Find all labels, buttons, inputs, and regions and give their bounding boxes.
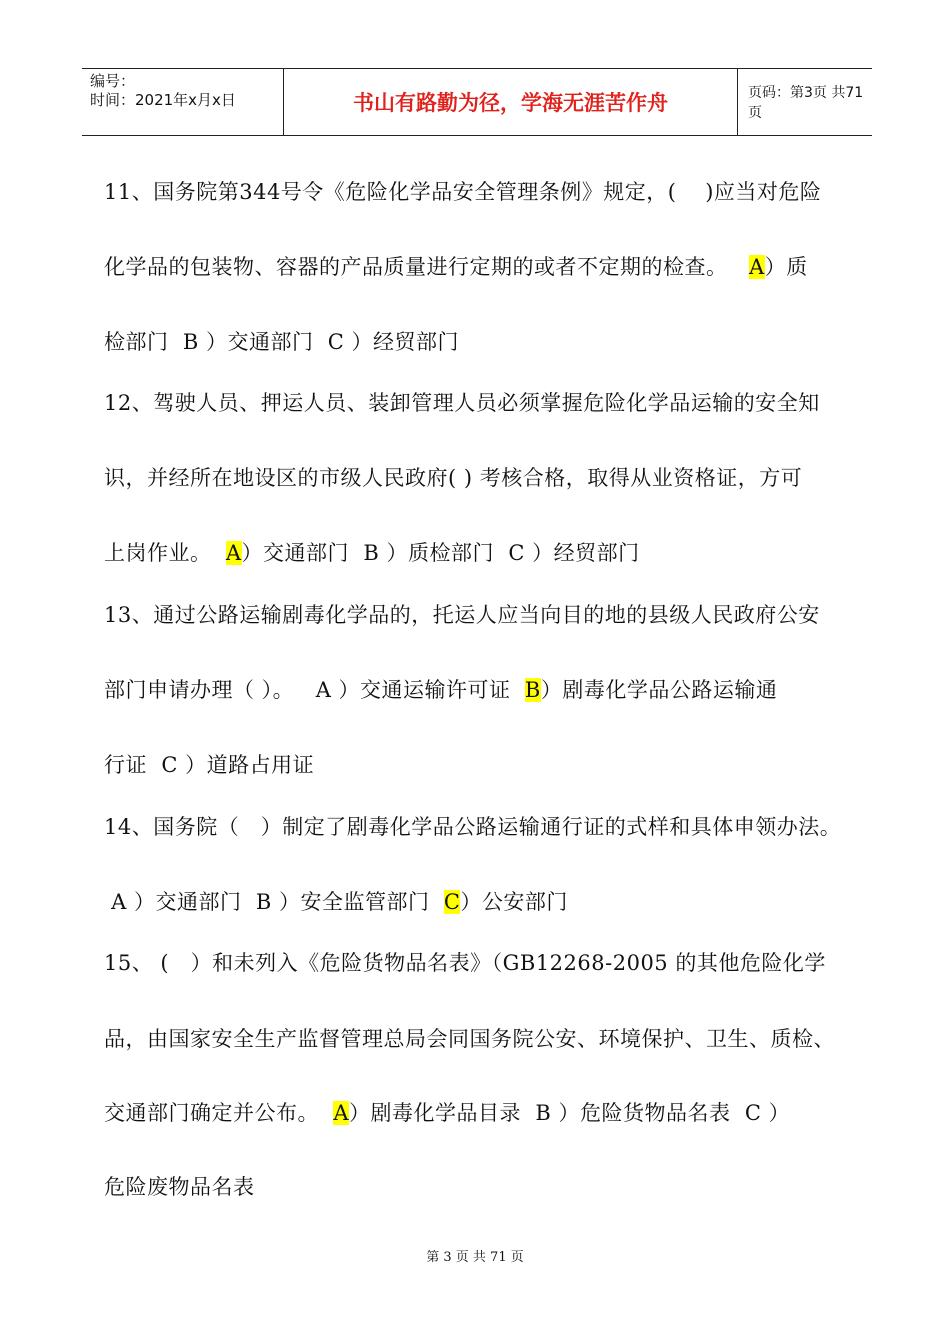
line-text: 检部门 B ）交通部门 C ）经贸部门 — [104, 330, 460, 354]
line-text: ）交通部门 B ）质检部门 C ）经贸部门 — [241, 541, 640, 565]
text-line — [104, 537, 640, 567]
text-line — [104, 462, 802, 492]
answer-highlight: A — [333, 1101, 350, 1125]
line-text: ）公安部门 — [460, 890, 568, 914]
line-text: 上岗作业。 — [104, 541, 226, 565]
text-line — [104, 811, 841, 841]
line-text: ）质 — [764, 255, 808, 279]
page-header — [82, 68, 872, 136]
header-page-info: 页码：第3页 共71页 — [748, 85, 864, 121]
text-line — [104, 326, 459, 356]
text-line — [104, 1097, 790, 1127]
line-text: 识，并经所在地设区的市级人民政府( ) 考核合格，取得从业资格证，方可 — [104, 466, 803, 490]
line-text: A ）交通部门 B ）安全监管部门 — [104, 890, 444, 914]
line-text: 品，由国家安全生产监督管理总局会同国务院公安、环境保护、卫生、质检、 — [104, 1027, 835, 1051]
text-line — [104, 749, 314, 779]
header-meta — [82, 69, 284, 135]
line-text: 危险废物品名表 — [104, 1175, 255, 1199]
answer-highlight: B — [524, 678, 541, 702]
text-line — [104, 674, 777, 704]
answer-highlight: A — [749, 255, 765, 279]
text-line — [104, 1171, 255, 1201]
number-label: 编号： — [90, 72, 136, 90]
line-text: ）剧毒化学品目录 B ）危险货物品名表 C ） — [349, 1101, 791, 1125]
text-line — [104, 176, 821, 206]
answer-highlight: A — [225, 541, 242, 565]
line-text: ）剧毒化学品公路运输通 — [540, 678, 778, 702]
text-line — [104, 599, 820, 629]
header-motto: 书山有路勤为径，学海无涯苦作舟 — [284, 69, 738, 135]
line-text: 交通部门确定并公布。 — [104, 1101, 334, 1125]
time-label: 时间：2021年x月x日 — [90, 91, 236, 109]
line-text: 11、国务院第344号令《危险化学品安全管理条例》规定，( )应当对危险 — [104, 180, 822, 204]
line-text: 15、 ( ）和未列入《危险货物品名表》（GB12268-2005 的其他危险化学 — [104, 951, 826, 975]
line-text: 部门申请办理（ ）。 A ）交通运输许可证 — [104, 678, 525, 702]
text-line — [104, 947, 826, 977]
line-text: 行证 C ）道路占用证 — [104, 753, 315, 777]
line-text: 14、国务院（ ）制定了剧毒化学品公路运输通行证的式样和具体申领办法。 — [104, 815, 842, 839]
text-line — [104, 886, 568, 916]
page-footer: 第 3 页 共 71 页 — [426, 1250, 524, 1265]
text-line — [104, 251, 808, 281]
text-line — [104, 1023, 835, 1053]
line-text: 化学品的包装物、容器的产品质量进行定期的或者不定期的检查。 — [104, 255, 750, 279]
answer-highlight: C — [443, 890, 461, 914]
text-line — [104, 387, 820, 417]
line-text: 13、通过公路运输剧毒化学品的，托运人应当向目的地的县级人民政府公安 — [104, 603, 820, 627]
line-text: 12、驾驶人员、押运人员、装卸管理人员必须掌握危险化学品运输的安全知 — [104, 391, 820, 415]
